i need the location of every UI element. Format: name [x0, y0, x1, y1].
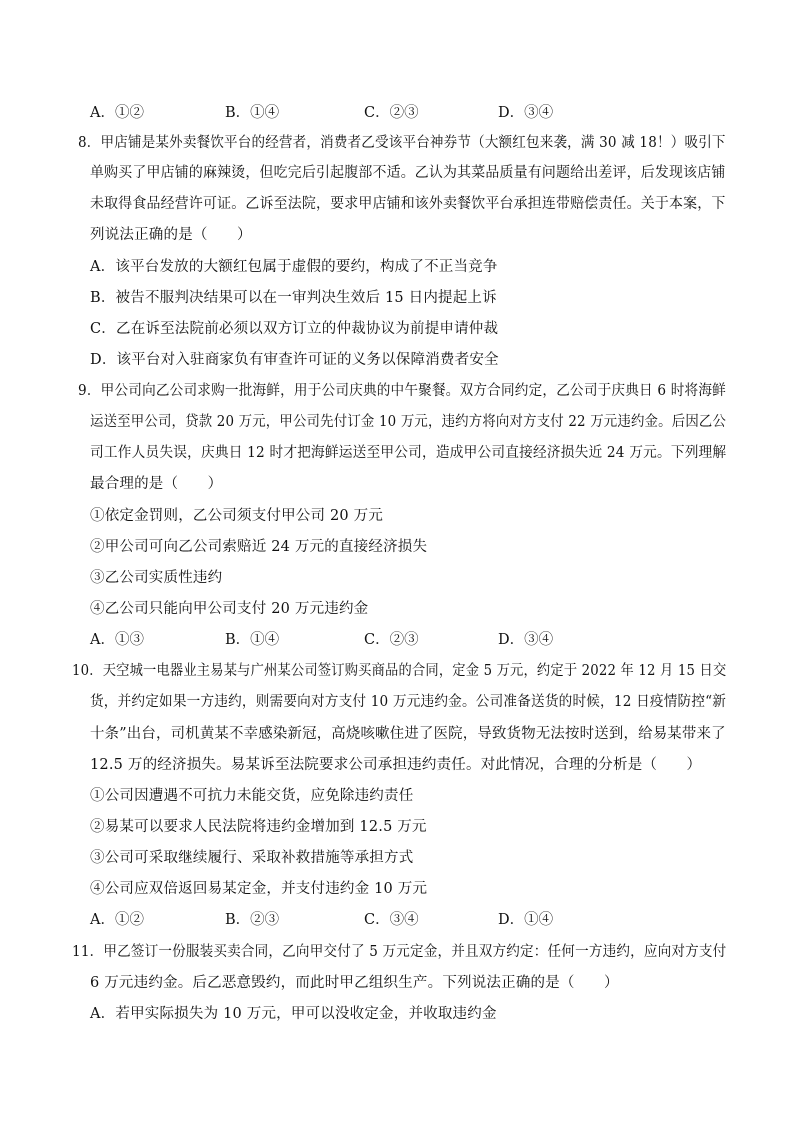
- q11-choice-a: A．若甲实际损失为 10 万元，甲可以没收定金，并收取违约金: [90, 1006, 497, 1022]
- q11-stem-line: 6 万元违约金。后乙恶意毁约，而此时甲乙组织生产。下列说法正确的是（ ）: [90, 975, 619, 991]
- q10-item-1: ①公司因遭遇不可抗力未能交货，应免除违约责任: [90, 788, 414, 804]
- q10-stem-line: 12.5 万的经济损失。易某诉至法院要求公司承担违约责任。对此情况，合理的分析是（ ）: [90, 757, 702, 773]
- q9-item-1: ①依定金罚则，乙公司须支付甲公司 20 万元: [90, 508, 384, 524]
- q9-stem-line: 9．甲公司向乙公司求购一批海鲜，用于公司庆典的中午聚餐。双方合同约定，乙公司于庆典日 6 时将海鲜: [78, 383, 726, 399]
- q10-option-b: B．②③: [225, 912, 280, 928]
- q9-stem-line: 最合理的是（ ）: [90, 476, 223, 492]
- q10-option-c: C．③④: [364, 912, 419, 928]
- q8-choice-d: D．该平台对入驻商家负有审查许可证的义务以保障消费者安全: [90, 352, 499, 368]
- q10-stem-line: 10．天空城一电器业主易某与广州某公司签订购买商品的合同，定金 5 万元，约定于 2022 年 12 月 15 日交: [72, 663, 727, 679]
- q9-stem-line: 司工作人员失误，庆典日 12 时才把海鲜运送至甲公司，造成甲公司直接经济损失近 24 万元。下列理解: [90, 445, 727, 461]
- q9-option-b: B．①④: [225, 632, 280, 648]
- q7-option-a: A．①②: [90, 105, 144, 121]
- q10-stem-line: 货，并约定如果一方违约，则需要向对方支付 10 万元违约金。公司准备送货的时候，12 日疫情防控“新: [90, 694, 727, 710]
- q9-item-3: ③乙公司实质性违约: [90, 570, 223, 586]
- q8-choice-c: C．乙在诉至法院前必须以双方订立的仲裁协议为前提申请仲裁: [90, 321, 499, 337]
- q9-item-4: ④乙公司只能向甲公司支付 20 万元违约金: [90, 601, 369, 617]
- q8-choice-b: B．被告不服判决结果可以在一审判决生效后 15 日内提起上诉: [90, 290, 497, 306]
- q11-stem-line: 11．甲乙签订一份服装买卖合同，乙向甲交付了 5 万元定金，并且双方约定：任何一方违约，应向对方支付: [72, 944, 727, 960]
- q10-stem-line: 十条”出台，司机黄某不幸感染新冠，高烧咳嗽住进了医院，导致货物无法按时送到，给易某带来了: [90, 726, 726, 742]
- q8-stem-line: 8．甲店铺是某外卖餐饮平台的经营者，消费者乙受该平台神券节（大额红包来袭，满 30 减 18！）吸引下: [78, 135, 726, 151]
- q7-option-b: B．①④: [225, 105, 280, 121]
- q10-item-2: ②易某可以要求人民法院将违约金增加到 12.5 万元: [90, 819, 427, 835]
- q10-option-a: A．①②: [90, 912, 144, 928]
- q10-item-4: ④公司应双倍返回易某定金，并支付违约金 10 万元: [90, 881, 428, 897]
- q10-option-d: D．①④: [498, 912, 554, 928]
- q9-option-c: C．②③: [364, 632, 419, 648]
- q10-item-3: ③公司可采取继续履行、采取补救措施等承担方式: [90, 850, 414, 866]
- q8-stem-line: 未取得食品经营许可证。乙诉至法院，要求甲店铺和该外卖餐饮平台承担连带赔偿责任。关于本案，下: [90, 196, 726, 212]
- q7-option-c: C．②③: [364, 105, 419, 121]
- q8-stem-line: 列说法正确的是（ ）: [90, 227, 252, 243]
- q8-stem-line: 单购买了甲店铺的麻辣烫，但吃完后引起腹部不适。乙认为其菜品质量有问题给出差评，后发现该店铺: [90, 165, 726, 181]
- q9-stem-line: 运送至甲公司，贷款 20 万元，甲公司先付订金 10 万元，违约方将向对方支付 22 万元违约金。后因乙公: [90, 414, 727, 430]
- q9-item-2: ②甲公司可向乙公司索赔近 24 万元的直接经济损失: [90, 539, 428, 555]
- q8-choice-a: A．该平台发放的大额红包属于虚假的要约，构成了不正当竞争: [90, 259, 498, 275]
- q9-option-d: D．③④: [498, 632, 554, 648]
- q7-option-d: D．③④: [498, 105, 554, 121]
- q9-option-a: A．①③: [90, 632, 144, 648]
